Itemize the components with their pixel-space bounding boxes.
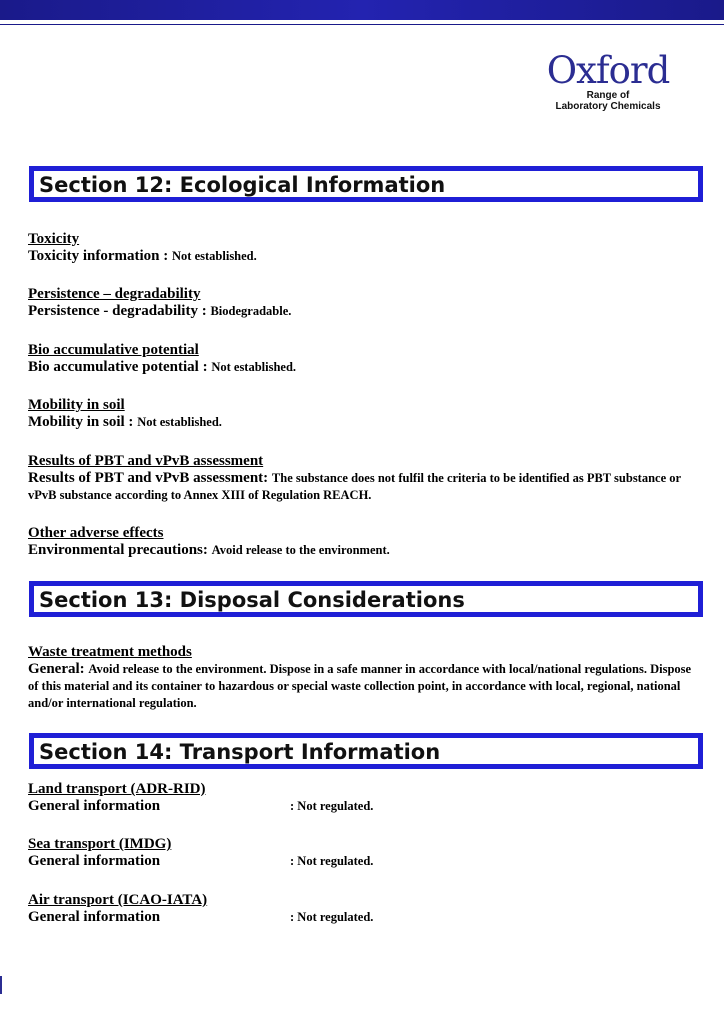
pbt-block <box>28 453 704 504</box>
pbt-heading: Results of PBT and vPvB assessment <box>28 453 264 469</box>
environmental-precautions-line <box>28 542 704 559</box>
toxicity-block <box>28 231 704 265</box>
section-14-header <box>29 733 703 769</box>
mobility-value: Not established. <box>137 415 222 429</box>
other-effects-block <box>28 525 704 559</box>
waste-treatment-block <box>28 644 704 712</box>
other-effects-heading: Other adverse effects <box>28 525 164 541</box>
left-edge-mark <box>0 976 2 994</box>
section-13-header <box>29 581 703 617</box>
air-transport-value: : Not regulated. <box>290 910 374 924</box>
persistence-block <box>28 286 704 320</box>
persistence-heading: Persistence – degradability <box>28 286 201 302</box>
top-gradient-bar <box>0 0 724 20</box>
air-transport-line <box>28 909 704 926</box>
top-divider-line <box>0 24 724 25</box>
sea-transport-block <box>28 836 704 870</box>
toxicity-label: Toxicity information : <box>28 248 173 264</box>
sea-transport-heading: Sea transport (IMDG) <box>28 836 172 852</box>
sea-transport-label: General information <box>28 853 161 869</box>
waste-general-paragraph <box>28 661 704 712</box>
waste-general-value: Avoid release to the environment. Dispose in a safe manner in accordance with local/national regulations. Dispose of this material and its container to hazardous or special waste collection point, in accordance with local, regional, national and/or international regulation. <box>28 662 692 710</box>
logo-wordmark: Oxford <box>546 49 670 92</box>
persistence-value: Biodegradable. <box>210 304 292 318</box>
pbt-label: Results of PBT and vPvB assessment: <box>28 470 272 486</box>
section-12-header <box>29 166 703 202</box>
mobility-block <box>28 397 704 431</box>
logo-subtitle-line2: Laboratory Chemicals <box>555 101 661 112</box>
section-12-title: Section 12: Ecological Information <box>39 173 446 197</box>
environmental-precautions-value: Avoid release to the environment. <box>211 543 390 557</box>
waste-treatment-heading: Waste treatment methods <box>28 644 192 660</box>
bioaccumulative-line <box>28 359 704 376</box>
land-transport-label: General information <box>28 798 161 814</box>
oxford-logo <box>528 49 688 112</box>
air-transport-heading: Air transport (ICAO-IATA) <box>28 892 208 908</box>
toxicity-line <box>28 248 704 265</box>
bioaccumulative-block <box>28 342 704 376</box>
toxicity-value: Not established. <box>172 249 257 263</box>
sea-transport-line <box>28 853 704 870</box>
bioaccumulative-label: Bio accumulative potential : <box>28 359 212 375</box>
land-transport-heading: Land transport (ADR-RID) <box>28 781 206 797</box>
section-14-title: Section 14: Transport Information <box>39 740 441 764</box>
pbt-value: The substance does not fulfil the criteria to be identified as PBT substance or vPvB substance according to Annex XIII of Regulation REACH. <box>28 471 681 502</box>
environmental-precautions-label: Environmental precautions: <box>28 542 212 558</box>
sea-transport-value: : Not regulated. <box>290 854 374 868</box>
section-13-title: Section 13: Disposal Considerations <box>39 588 465 612</box>
waste-general-label: General: <box>28 661 89 677</box>
logo-subtitle-line1: Range of <box>586 90 630 101</box>
land-transport-block <box>28 781 704 815</box>
bioaccumulative-heading: Bio accumulative potential <box>28 342 199 358</box>
air-transport-block <box>28 892 704 926</box>
persistence-line <box>28 303 704 320</box>
toxicity-heading: Toxicity <box>28 231 80 247</box>
mobility-line <box>28 414 704 431</box>
persistence-label: Persistence - degradability : <box>28 303 211 319</box>
air-transport-label: General information <box>28 909 161 925</box>
bioaccumulative-value: Not established. <box>211 360 297 374</box>
land-transport-value: : Not regulated. <box>290 799 374 813</box>
mobility-label: Mobility in soil : <box>28 414 138 430</box>
pbt-paragraph <box>28 470 704 504</box>
mobility-heading: Mobility in soil <box>28 397 125 413</box>
land-transport-line <box>28 798 704 815</box>
